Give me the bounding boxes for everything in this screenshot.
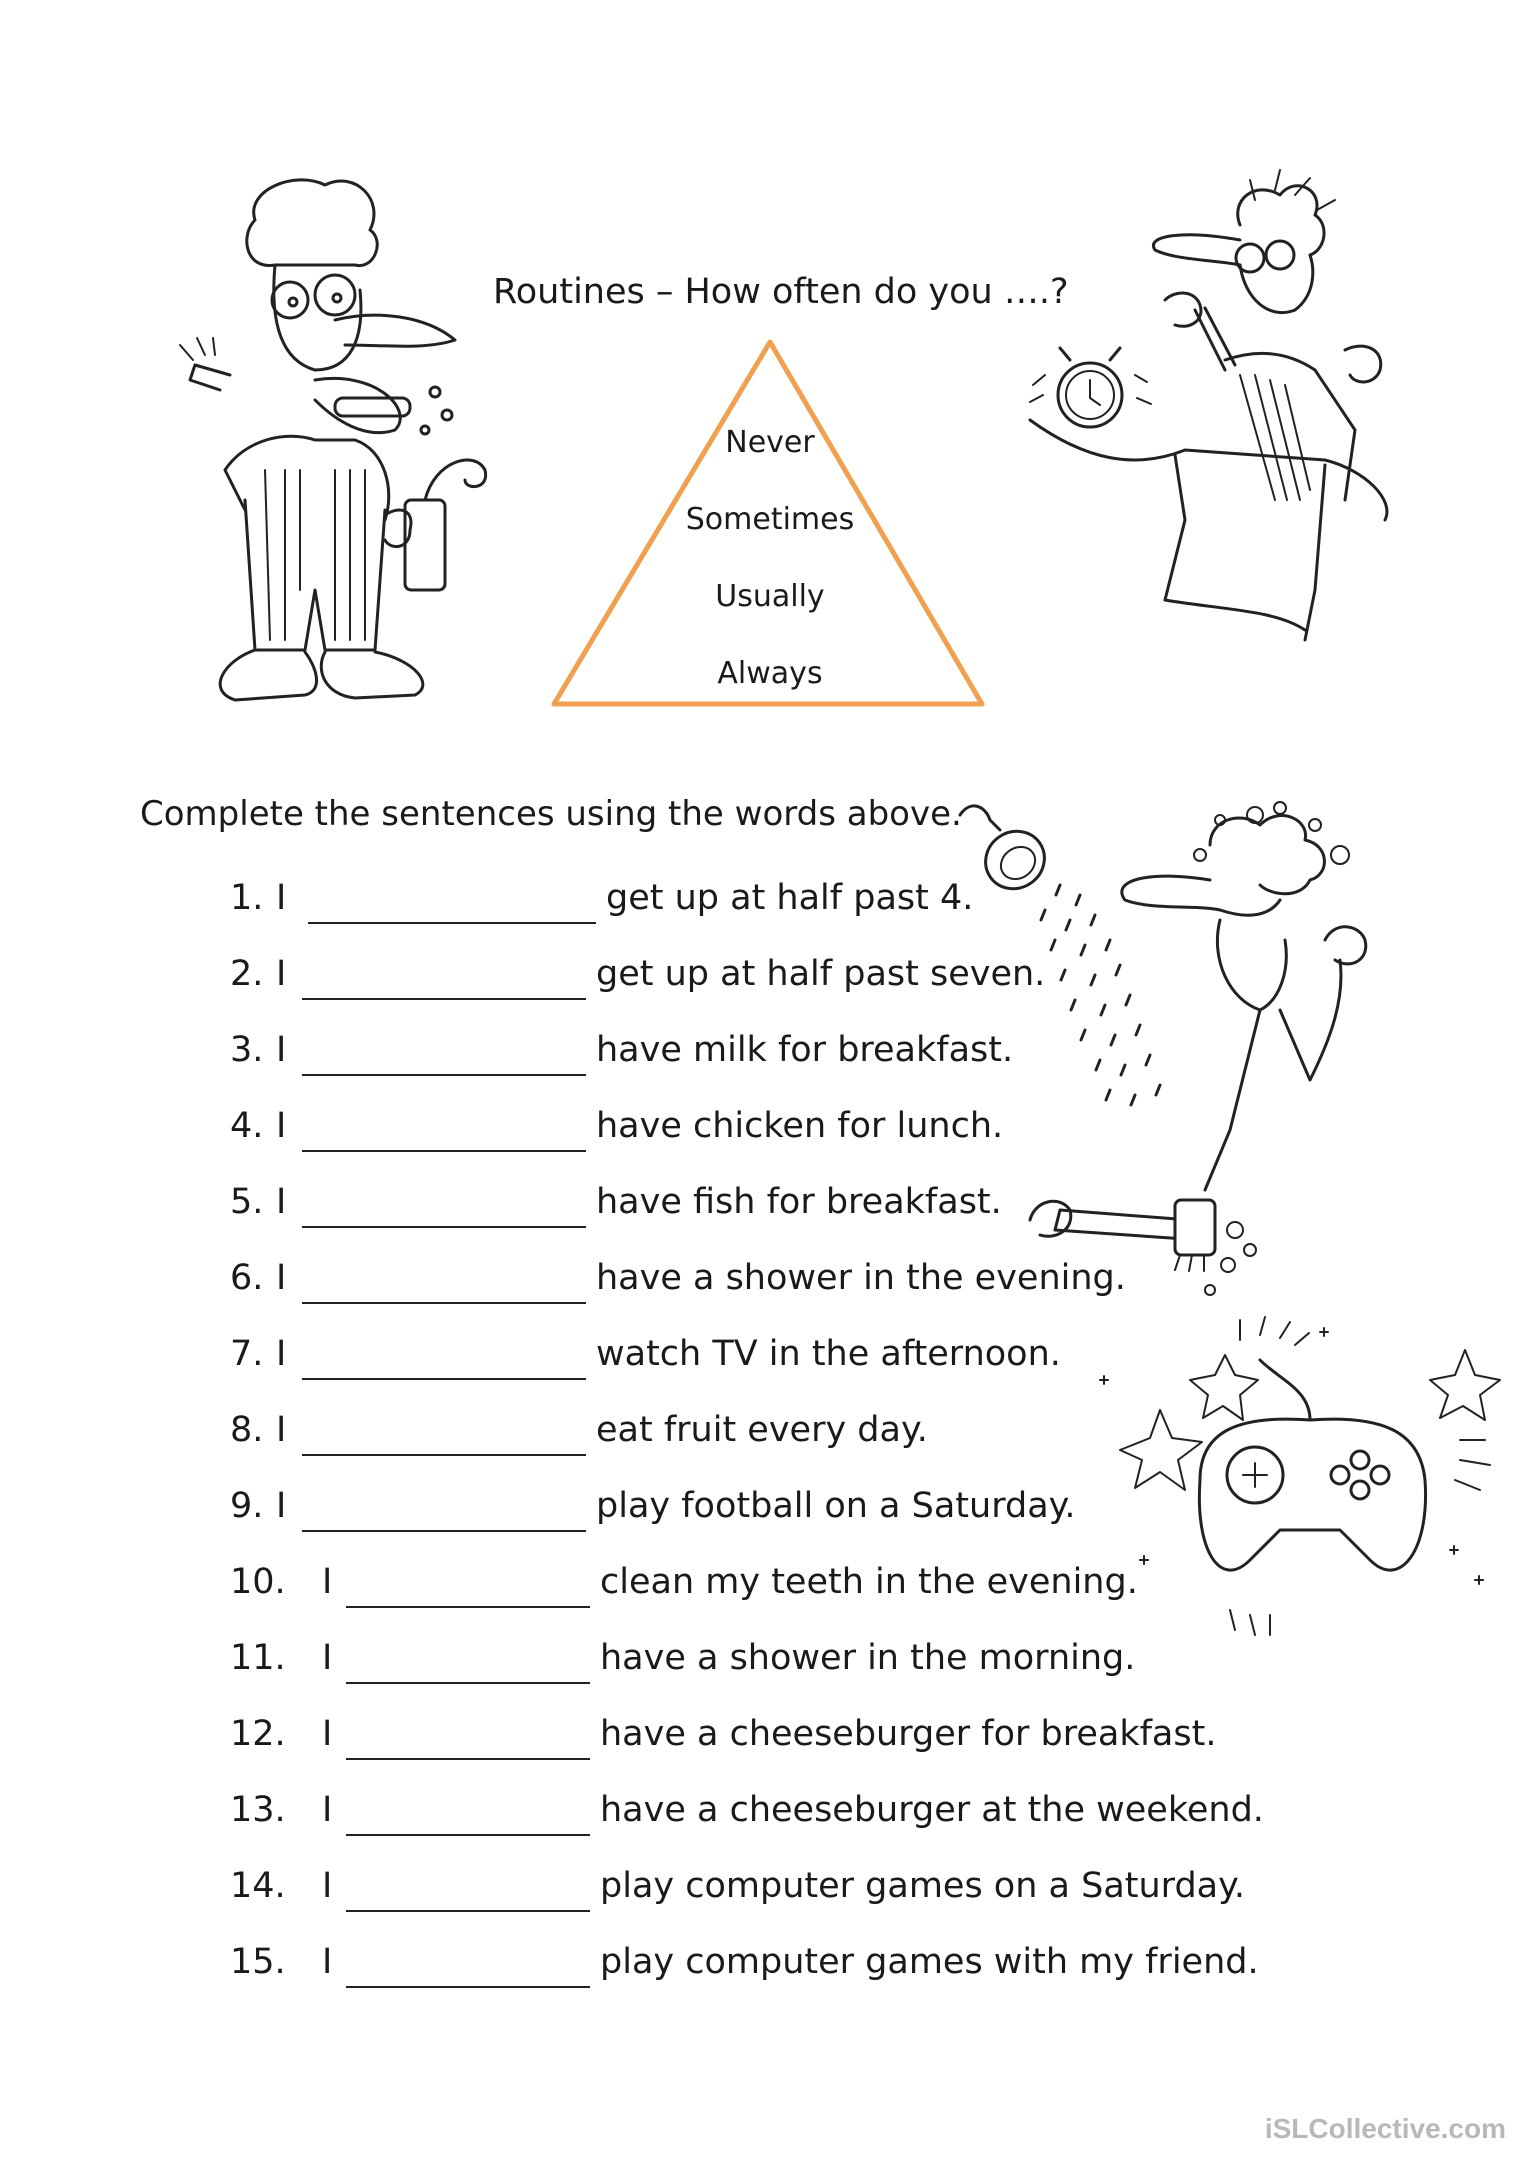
- answer-blank[interactable]: [302, 1530, 586, 1532]
- sentence-text: get up at half past 4.: [606, 878, 974, 918]
- answer-blank[interactable]: [302, 1378, 586, 1380]
- sentence-number: 14.: [230, 1866, 286, 1906]
- pyramid-word-always: Always: [717, 656, 823, 691]
- sentence-text: have chicken for lunch.: [596, 1106, 1004, 1146]
- man-taking-shower-icon: [960, 800, 1400, 1320]
- answer-blank[interactable]: [302, 1150, 586, 1152]
- sentence-text: have a cheeseburger for breakfast.: [600, 1714, 1217, 1754]
- sentence-number: 13.: [230, 1790, 286, 1830]
- sentence-pronoun: I: [276, 954, 287, 994]
- sentence-text: play computer games with my friend.: [600, 1942, 1259, 1982]
- sentence-pronoun: I: [276, 1486, 287, 1526]
- sentence-text: have a shower in the morning.: [600, 1638, 1136, 1678]
- sentence-number: 1.: [230, 878, 264, 918]
- sentence-pronoun: I: [322, 1714, 333, 1754]
- sentence-pronoun: I: [322, 1790, 333, 1830]
- sentence-pronoun: I: [276, 1410, 287, 1450]
- sentence-pronoun: I: [322, 1866, 333, 1906]
- sentence-pronoun: I: [276, 1258, 287, 1298]
- sentence-text: clean my teeth in the evening.: [600, 1562, 1138, 1602]
- answer-blank[interactable]: [302, 1226, 586, 1228]
- sentence-pronoun: I: [322, 1638, 333, 1678]
- sentence-pronoun: I: [276, 1106, 287, 1146]
- sentence-number: 3.: [230, 1030, 264, 1070]
- answer-blank[interactable]: [346, 1834, 590, 1836]
- sentence-number: 2.: [230, 954, 264, 994]
- worksheet-title: Routines – How often do you ….?: [493, 272, 1069, 312]
- sentence-number: 9.: [230, 1486, 264, 1526]
- sentence-text: have a cheeseburger at the weekend.: [600, 1790, 1264, 1830]
- sentence-text: get up at half past seven.: [596, 954, 1046, 994]
- answer-blank[interactable]: [346, 1758, 590, 1760]
- watermark: iSLCollective.com: [1264, 2113, 1506, 2144]
- sentence-number: 12.: [230, 1714, 286, 1754]
- sentence-text: play computer games on a Saturday.: [600, 1866, 1245, 1906]
- game-controller-icon: [1080, 1320, 1500, 1640]
- sentence-number: 15.: [230, 1942, 286, 1982]
- sentence-pronoun: I: [322, 1562, 333, 1602]
- sentence-pronoun: I: [276, 878, 287, 918]
- sentence-number: 6.: [230, 1258, 264, 1298]
- answer-blank[interactable]: [346, 1606, 590, 1608]
- answer-blank[interactable]: [302, 1302, 586, 1304]
- pyramid-word-usually: Usually: [715, 579, 825, 614]
- sentence-number: 8.: [230, 1410, 264, 1450]
- sentence-pronoun: I: [276, 1182, 287, 1222]
- answer-blank[interactable]: [346, 1682, 590, 1684]
- boy-brushing-teeth-icon: [185, 170, 515, 750]
- answer-blank[interactable]: [302, 1074, 586, 1076]
- sentence-text: have milk for breakfast.: [596, 1030, 1014, 1070]
- sentence-text: have fish for breakfast.: [596, 1182, 1002, 1222]
- sentence-pronoun: I: [322, 1942, 333, 1982]
- sentence-number: 5.: [230, 1182, 264, 1222]
- sentence-pronoun: I: [276, 1030, 287, 1070]
- sentence-number: 11.: [230, 1638, 286, 1678]
- sentence-text: play football on a Saturday.: [596, 1486, 1076, 1526]
- sentence-text: watch TV in the afternoon.: [596, 1334, 1061, 1374]
- answer-blank[interactable]: [302, 998, 586, 1000]
- answer-blank[interactable]: [346, 1986, 590, 1988]
- answer-blank[interactable]: [302, 1454, 586, 1456]
- sentence-number: 10.: [230, 1562, 286, 1602]
- answer-blank[interactable]: [308, 922, 596, 924]
- pyramid-word-never: Never: [725, 425, 815, 460]
- sentence-text: have a shower in the evening.: [596, 1258, 1126, 1298]
- sentence-number: 4.: [230, 1106, 264, 1146]
- answer-blank[interactable]: [346, 1910, 590, 1912]
- pyramid-word-sometimes: Sometimes: [685, 502, 855, 537]
- instruction-text: Complete the sentences using the words above.: [140, 794, 962, 834]
- sentence-number: 7.: [230, 1334, 264, 1374]
- sentence-text: eat fruit every day.: [596, 1410, 928, 1450]
- man-waking-up-alarm-clock-icon: [1025, 170, 1415, 650]
- sentence-pronoun: I: [276, 1334, 287, 1374]
